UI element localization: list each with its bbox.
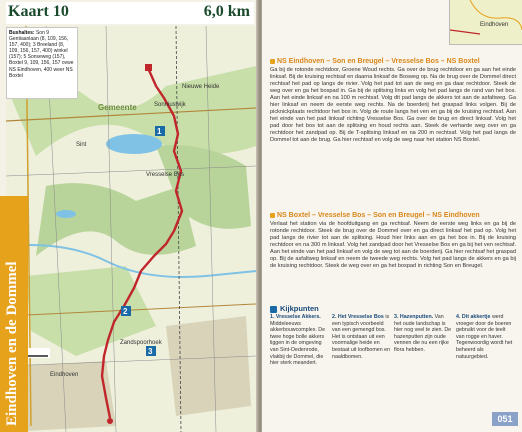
kijkpunt-item xyxy=(332,314,390,360)
kijkpunt-text: Van het oude landschap is hier nog veel te zien. De hazenputten zijn oude vennen die nu een rijke flora hebben. xyxy=(394,314,452,353)
kijkpunt-name: Hazenputten. xyxy=(399,314,434,320)
bus-info-text: Son 9 Gentiaanlaan (8, 109, 156, 157, 400); 3 Breeland (8, 109, 156, 157, 400) xyxy=(9,30,69,55)
page-number: 051 xyxy=(492,412,518,426)
kijkpunt-name: Dit akkertje xyxy=(461,314,491,320)
route-heading-1 xyxy=(270,58,480,65)
map-label-nieuwe-heide: Nieuwe Heide xyxy=(182,84,220,90)
kijkpunt-item xyxy=(270,314,328,367)
route-text-2: Verlaat het station via de hoofduitgang en ga rechtsaf. Neem de eerste weg links en ga bij de rotonde rechtdoor. Steek de brug over de Dommel over en ga direct linksaf het pad op. Volg het pad langs de rivier tot aan de splitsing. Houd hier links aan en ga het bos in. Bij de kruising rechtdoor en na 300 m linksaf. Volg het zandpad door het Vresselse Bos en ga bij het ven rechtsaf. Aan het einde van het pad linksaf en volg de weg tot aan de boerderij. Ga hier rechtsaf het graspad op. Bij de asfaltweg linksaf en neem de tweede weg rechts. Volg het pad langs de akkers en ga bij de kruising rechtdoor. Steek de weg over en ga het bospad in richting Son en Breugel. xyxy=(270,221,516,270)
left-page xyxy=(0,0,258,432)
kijkpunt-name: Vresselse Akkers. xyxy=(275,314,321,320)
map-label-gemeente: Gemeente xyxy=(98,103,137,112)
map-label-sint: Sint xyxy=(76,142,87,148)
kijkpunt-name: Het Vresselse Bos xyxy=(337,314,384,320)
svg-text:1: 1 xyxy=(157,127,162,136)
map-label-zandspoorhoek: Zandspoorhoek xyxy=(120,340,162,346)
map-label-eindhoven: Eindhoven xyxy=(50,372,79,378)
map-title-bar xyxy=(6,2,254,24)
svg-text:3: 3 xyxy=(148,347,153,356)
route-heading-2 xyxy=(270,212,480,219)
right-page xyxy=(262,0,522,432)
bullet-icon xyxy=(270,213,275,218)
bullet-icon xyxy=(270,59,275,64)
kijkpunt-number: 2. xyxy=(332,314,337,320)
inset-map-graphic xyxy=(450,0,522,44)
kijkpunten-heading xyxy=(270,304,319,313)
kijkpunt-text: Middeleeuws akkerbouwcomplex. De twee hoge bolle akkers liggen in de omgeving van Sint-Oedenrode, vlakbij de Dommel, die hier sterk meandert. xyxy=(270,320,326,367)
route-heading-2-text: NS Boxtel – Vresselse Bos – Son en Breugel – NS Eindhoven xyxy=(277,212,480,219)
map-label-vresselse-bos: Vresselse Bos xyxy=(146,172,185,178)
bus-info-text-3: Boxtel 9, 109, 156, 157 ovwe xyxy=(9,60,74,67)
kijkpunt-number: 1. xyxy=(270,314,275,320)
kijkpunt-item xyxy=(394,314,452,354)
inset-map xyxy=(449,0,522,45)
bus-info-label: Bushaltes: xyxy=(9,30,35,36)
chapter-sidebar xyxy=(0,196,28,432)
kijkpunt-number: 4. xyxy=(456,314,461,320)
map-title: Kaart 10 xyxy=(8,3,69,20)
bus-info-box xyxy=(6,27,78,99)
kijkpunt-number: 3. xyxy=(394,314,399,320)
bus-info-text-4: NS Eindhoven, 400 weer NS Boxtel xyxy=(9,66,73,79)
chapter-title: Eindhoven en de Dommel xyxy=(4,261,20,426)
kijkpunt-item xyxy=(456,314,514,360)
map-distance: 6,0 km xyxy=(203,3,250,20)
kijkpunt-text: werd vroeger door de boeren gebruikt voor de teelt van rogge en haver. Tegenwoordig wordt het beheerd als natuurgebied. xyxy=(456,314,513,360)
inset-map-label: Eindhoven xyxy=(480,22,509,28)
kijkpunt-text: is een typisch voorbeeld van een gemengd bos. Het is ontstaan uit een voormalige heide en bestaat uit loofbomen en naaldbomen. xyxy=(332,314,391,360)
kijkpunten-list xyxy=(270,314,520,424)
map-label-sonniuswijk: Sonniuswijk xyxy=(154,102,186,108)
bus-info-text-2: winkel (157); 5 Sonseweg (157), xyxy=(9,48,68,61)
svg-text:2: 2 xyxy=(123,307,128,316)
kijkpunten-heading-text: Kijkpunten xyxy=(280,304,319,313)
viewpoint-icon xyxy=(270,306,277,313)
route-text-1: Ga bij de rotonde rechtdoor, Groene Woud rechts. Ga over de brug rechtdoor en ga aan het einde linksaf. Bij de kruising rechtsaf en daarna linksaf de Bosweg op. Na de brug over de Dommel direct rechtsaf het pad op langs de rivier. Volg het pad tot aan de weg en ga daar rechtdoor. Steek de weg over en ga het bospad in. Ga bij de splitsing links en volg het pad langs de rand van het bos. Aan het einde linksaf en na 100 m rechtsaf. Volg dit pad langs de akkers tot aan de asfaltweg. Ga hier linksaf en neem de eerste weg rechts. Na de boerderij het graspad links volgen. Bij de picknickplaats rechtdoor het bos in. Volg de route langs het ven en ga bij de kruising rechtsaf. Aan het einde van het pad linksaf richting Vresselse Bos. Ga over de brug en direct linksaf. Volg het pad door het bos tot aan de splitsing en houd rechts aan. Steek de verharde weg over en ga rechtdoor het zandpad op. Bij de T-splitsing linksaf en na 200 m rechtsaf. Volg het pad langs de Dommel tot aan de brug. Ga hier rechtsaf en volg de weg naar het station NS Boxtel. xyxy=(270,67,516,144)
route-heading-1-text: NS Eindhoven – Son en Breugel – Vresselse Bos – NS Boxtel xyxy=(277,58,480,65)
